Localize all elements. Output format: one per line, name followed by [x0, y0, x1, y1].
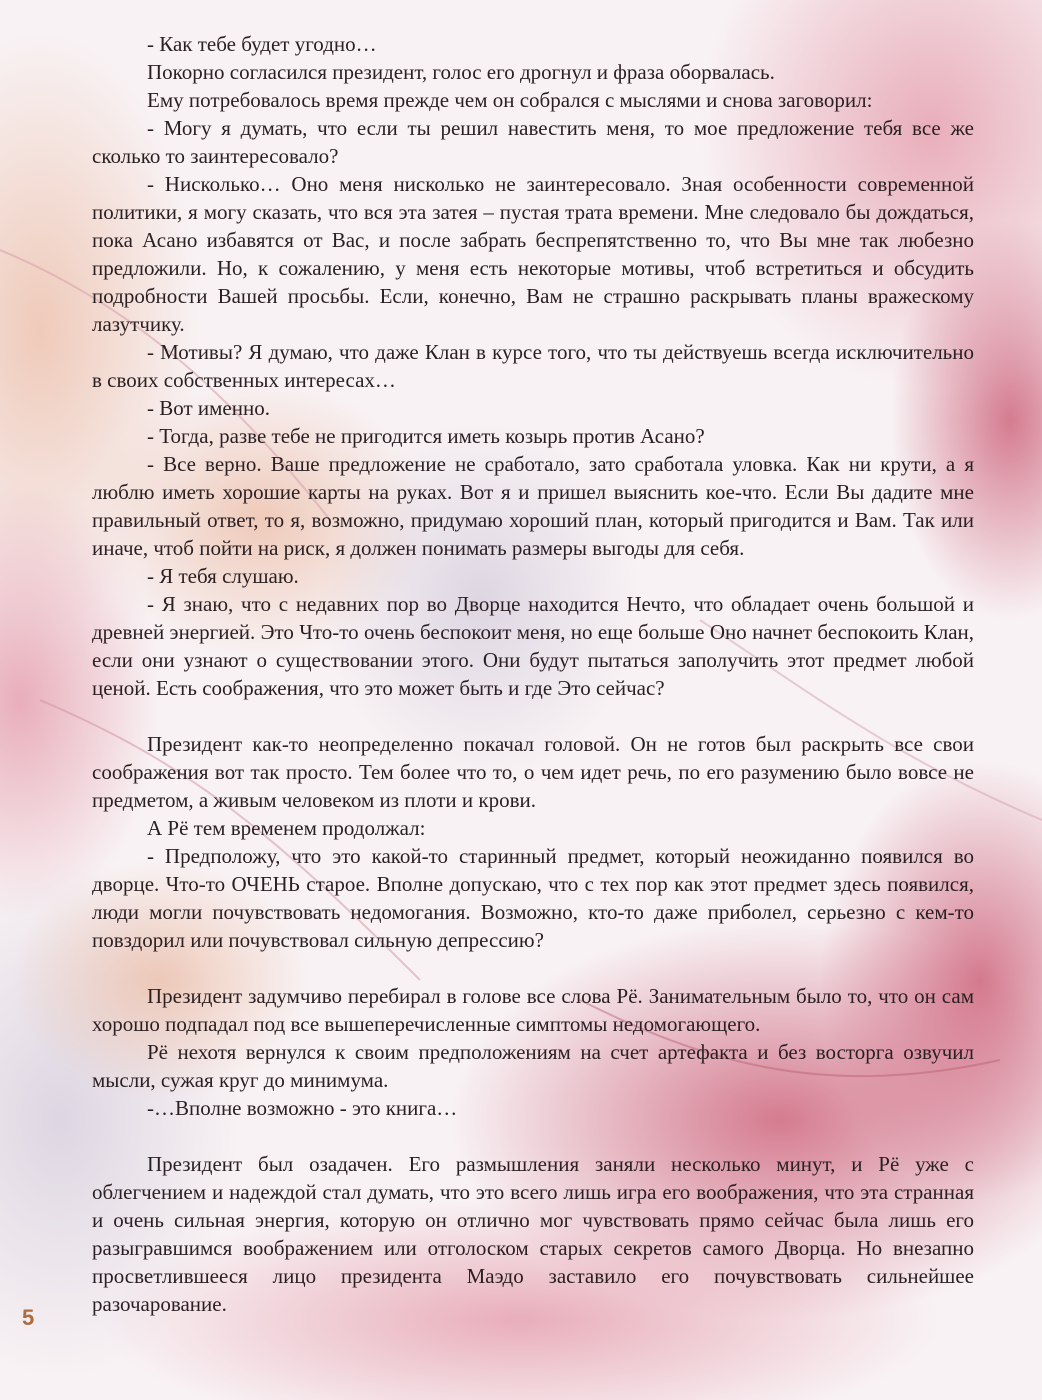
paragraph: - Как тебе будет угодно… — [147, 32, 377, 56]
paragraph: - Все верно. Ваше предложение не сработало, зато сработала уловка. Как ни крути, а я люблю иметь хорошие карты на руках. Вот я и пришел выяснить кое-что. Если Вы дадите мне правильный ответ, то я, возможно, придумаю хороший план, который пригодится и Вам. Так или иначе, чтоб пойти на риск, я должен понимать размеры выгоды для себя. — [92, 452, 974, 560]
paragraph: - Я тебя слушаю. — [147, 564, 299, 588]
paragraph: Президент как-то неопределенно покачал головой. Он не готов был раскрыть все свои соображения вот так просто. Тем более что то, о чем идет речь, по его разумению было вовсе не предметом, а живым человеком из плоти и крови. — [92, 732, 974, 812]
paragraph: Рё нехотя вернулся к своим предположениям на счет артефакта и без восторга озвучил мысли, сужая круг до минимума. — [92, 1040, 974, 1092]
paragraph: Ему потребовалось время прежде чем он собрался с мыслями и снова заговорил: — [147, 88, 873, 112]
paragraph: - Мотивы? Я думаю, что даже Клан в курсе того, что ты действуешь всегда исключительно в своих собственных интересах… — [92, 340, 974, 392]
page-number: 5 — [22, 1305, 35, 1330]
paragraph: Президент был озадачен. Его размышления заняли несколько минут, и Рё уже с облегчением и надеждой стал думать, что это всего лишь игра его воображения, что эта странная и очень сильная энергия, которую он отлично мог чувствовать прямо сейчас была лишь его разыгравшимся воображением или отголоском старых секретов самого Дворца. Но внезапно просветлившееся лицо президента Маэдо заставило его почувствовать сильнейшее разочарование. — [92, 1152, 974, 1316]
paragraph: - Я знаю, что с недавних пор во Дворце находится Нечто, что обладает очень большой и древней энергией. Это Что-то очень беспокоит меня, но еще больше Оно начнет беспокоить Клан, если они узнают о существовании этого. Они будут пытаться заполучить этот предмет любой ценой. Есть соображения, что это может быть и где Это сейчас? — [92, 592, 974, 700]
paragraph-gap — [92, 1122, 974, 1150]
paragraph: - Могу я думать, что если ты решил навестить меня, то мое предложение тебя все же сколько то заинтересовало? — [92, 116, 974, 168]
paragraph: Президент задумчиво перебирал в голове все слова Рё. Занимательным было то, что он сам хорошо подпадал под все вышеперечисленные симптомы недомогающего. — [92, 984, 974, 1036]
paragraph: -…Вполне возможно - это книга… — [147, 1096, 458, 1120]
paragraph-gap — [92, 702, 974, 730]
paragraph-gap — [92, 954, 974, 982]
paragraph: Покорно согласился президент, голос его дрогнул и фраза оборвалась. — [147, 60, 775, 84]
paragraph: - Вот именно. — [147, 396, 270, 420]
story-text — [92, 30, 974, 1318]
paragraph: - Тогда, разве тебе не пригодится иметь козырь против Асано? — [147, 424, 705, 448]
paragraph: - Нисколько… Оно меня нисколько не заинтересовало. Зная особенности современной политики, я могу сказать, что вся эта затея – пустая трата времени. Мне следовало бы дождаться, пока Асано избавятся от Вас, и после забрать беспрепятственно то, что Вы мне так любезно предложили. Но, к сожалению, у меня есть некоторые мотивы, чтоб встретиться и обсудить подробности Вашей просьбы. Если, конечно, Вам не страшно раскрывать планы вражескому лазутчику. — [92, 172, 974, 336]
paragraph: - Предположу, что это какой-то старинный предмет, который неожиданно появился во дворце. Что-то ОЧЕНЬ старое. Вполне допускаю, что с тех пор как этот предмет здесь появился, люди могли почувствовать недомогания. Возможно, кто-то даже приболел, серьезно с кем-то повздорил или почувствовал сильную депрессию? — [92, 844, 974, 952]
paragraph: А Рё тем временем продолжал: — [147, 816, 426, 840]
